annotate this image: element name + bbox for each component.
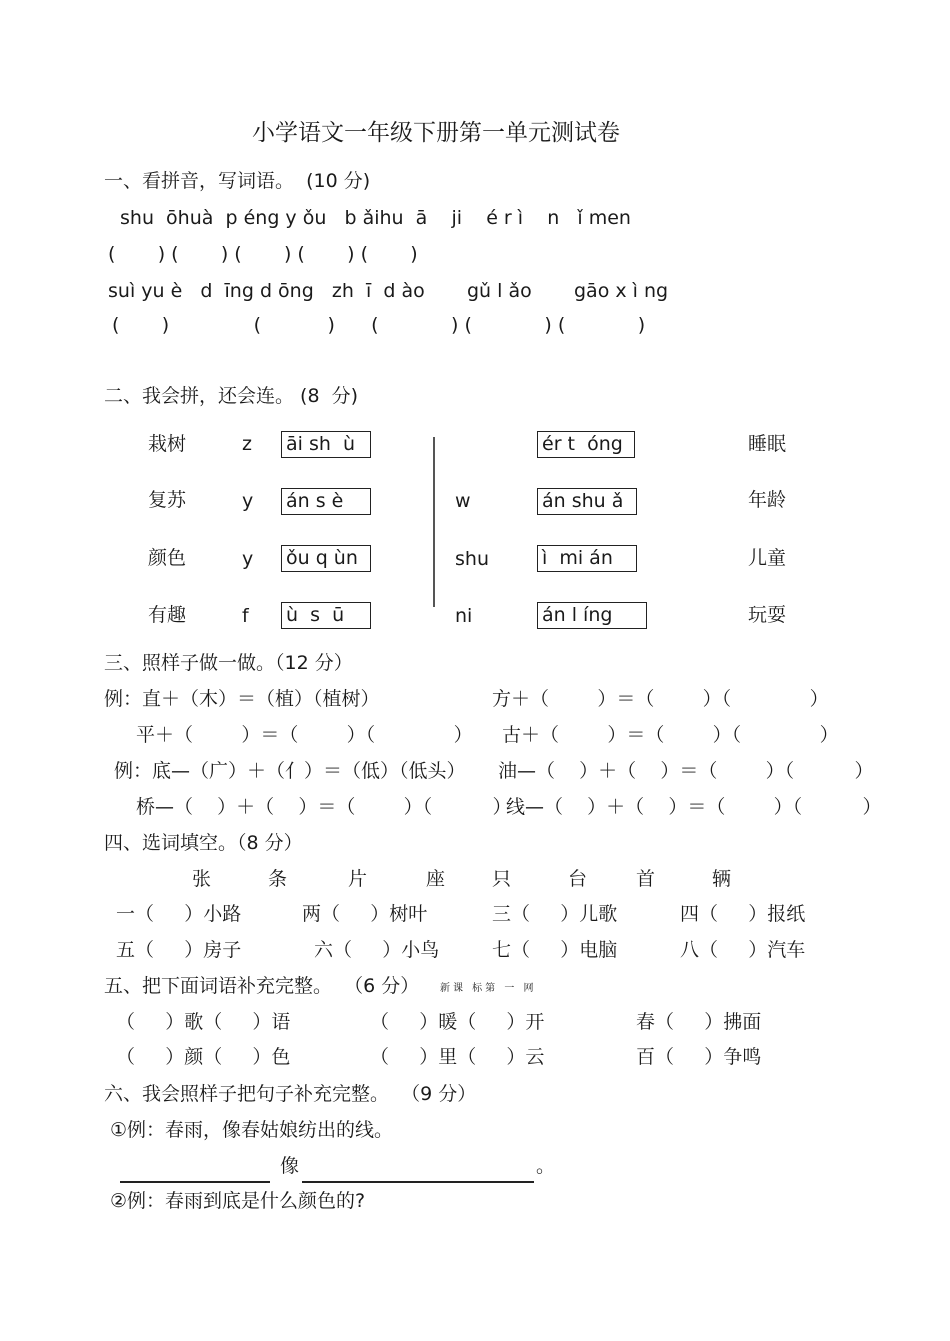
idiom-item[interactable]: （ ）暖（ ）开	[370, 1011, 545, 1033]
answer-blanks-row-1[interactable]: ( ) ( ) ( ) ( ) ( )	[108, 243, 418, 265]
right-final-box[interactable]: ì mi án	[537, 545, 637, 572]
right-word[interactable]: 睡眠	[748, 433, 787, 455]
measure-word: 首	[636, 868, 656, 890]
right-final-box[interactable]: án l íng	[537, 602, 647, 629]
right-final-box[interactable]: án shu ǎ	[537, 488, 637, 515]
left-final-box[interactable]: án s è	[281, 488, 371, 515]
pinyin-row-2: suì yu è d īng d ōng zh ī d ào gǔ l ǎo gāo x ì ng	[108, 280, 669, 302]
fill-item[interactable]: 两（ ）树叶	[302, 903, 428, 925]
pinyin-row-1: shu ōhuà p éng y ǒu b ǎihu ā ji é r ì n ǐ men	[120, 207, 631, 229]
section-2-heading: 二、我会拼，还会连。 (8 分)	[104, 385, 359, 407]
exercise-fang[interactable]: 方＋（ ）＝（ ）（ ）	[492, 688, 829, 710]
answer-blanks-row-2[interactable]: ( ) ( ) ( ) ( ) ( )	[112, 314, 646, 336]
right-initial[interactable]: ni	[455, 605, 473, 627]
left-word[interactable]: 栽树	[148, 433, 187, 455]
measure-word: 张	[192, 868, 212, 890]
example-sentence-2: ②例：春雨到底是什么颜色的?	[110, 1190, 366, 1212]
idiom-item[interactable]: 春（ ）拂面	[636, 1011, 762, 1033]
section-1-heading: 一、看拼音，写词语。 (10 分)	[104, 170, 371, 192]
measure-word: 只	[492, 868, 512, 890]
right-initial[interactable]: w	[455, 490, 471, 512]
fill-item[interactable]: 六（ ）小鸟	[314, 939, 440, 961]
idiom-item[interactable]: 百（ ）争鸣	[636, 1046, 762, 1068]
example-sentence-1: ①例：春雨，像春姑娘纺出的线。	[110, 1119, 394, 1141]
left-word[interactable]: 复苏	[148, 489, 187, 511]
fill-item[interactable]: 四（ ）报纸	[680, 903, 806, 925]
right-word[interactable]: 玩耍	[748, 604, 787, 626]
left-final-box[interactable]: āi sh ù	[281, 431, 371, 458]
page-title: 小学语文一年级下册第一单元测试卷	[252, 120, 620, 146]
exercise-you[interactable]: 油—（ ）＋（ ）＝（ ）（ ）	[498, 760, 874, 782]
exercise-ping[interactable]: 平＋（ ）＝（ ）（ ）	[136, 724, 473, 746]
right-final-box[interactable]: ér t óng	[537, 431, 635, 458]
fill-item[interactable]: 七（ ）电脑	[492, 939, 618, 961]
right-word[interactable]: 年龄	[748, 489, 787, 511]
exercise-xian[interactable]: 线—（ ）＋（ ）＝（ ）（ ）	[506, 796, 882, 818]
watermark-note: 新课 标第 一 网	[440, 983, 537, 994]
right-initial[interactable]: shu	[455, 548, 489, 570]
idiom-item[interactable]: （ ）歌（ ）语	[116, 1011, 291, 1033]
left-final-box[interactable]: ǒu q ùn	[281, 545, 371, 572]
measure-word: 辆	[712, 868, 732, 890]
left-initial[interactable]: y	[242, 548, 254, 570]
example-row-2: 例：底—（广）＋（亻）＝（低）（低头）	[114, 760, 466, 782]
measure-word: 片	[348, 868, 368, 890]
fill-item[interactable]: 五（ ）房子	[116, 939, 242, 961]
left-initial[interactable]: f	[242, 605, 249, 627]
measure-word: 台	[568, 868, 588, 890]
measure-word: 座	[426, 868, 446, 890]
section-4-heading: 四、选词填空。（8 分）	[104, 832, 303, 854]
section-5-heading: 五、把下面词语补充完整。 （6 分）	[104, 975, 420, 997]
left-final-box[interactable]: ù s ū	[281, 602, 371, 629]
left-word[interactable]: 颜色	[148, 547, 187, 569]
measure-word: 条	[268, 868, 288, 890]
section-6-heading: 六、我会照样子把句子补充完整。 （9 分）	[104, 1083, 477, 1105]
left-initial[interactable]: z	[242, 433, 252, 455]
center-divider	[433, 437, 435, 607]
right-word[interactable]: 儿童	[748, 547, 787, 569]
section-3-heading: 三、照样子做一做。（12 分）	[104, 652, 353, 674]
fill-item[interactable]: 一（ ）小路	[116, 903, 242, 925]
example-row-1: 例：直＋（木）＝（植）（植树）	[104, 688, 380, 710]
idiom-item[interactable]: （ ）颜（ ）色	[116, 1046, 291, 1068]
answer-underline-1[interactable]	[120, 1181, 270, 1183]
exercise-qiao[interactable]: 桥—（ ）＋（ ）＝（ ）（ ）	[136, 796, 512, 818]
left-word[interactable]: 有趣	[148, 604, 187, 626]
like-word: 像	[280, 1155, 300, 1177]
fill-item[interactable]: 八（ ）汽车	[680, 939, 806, 961]
fill-item[interactable]: 三（ ）儿歌	[492, 903, 618, 925]
sentence-end-mark: 。	[536, 1155, 556, 1177]
exercise-gu[interactable]: 古＋（ ）＝（ ）（ ）	[502, 724, 839, 746]
idiom-item[interactable]: （ ）里（ ）云	[370, 1046, 545, 1068]
answer-underline-2[interactable]	[302, 1181, 534, 1183]
left-initial[interactable]: y	[242, 490, 254, 512]
